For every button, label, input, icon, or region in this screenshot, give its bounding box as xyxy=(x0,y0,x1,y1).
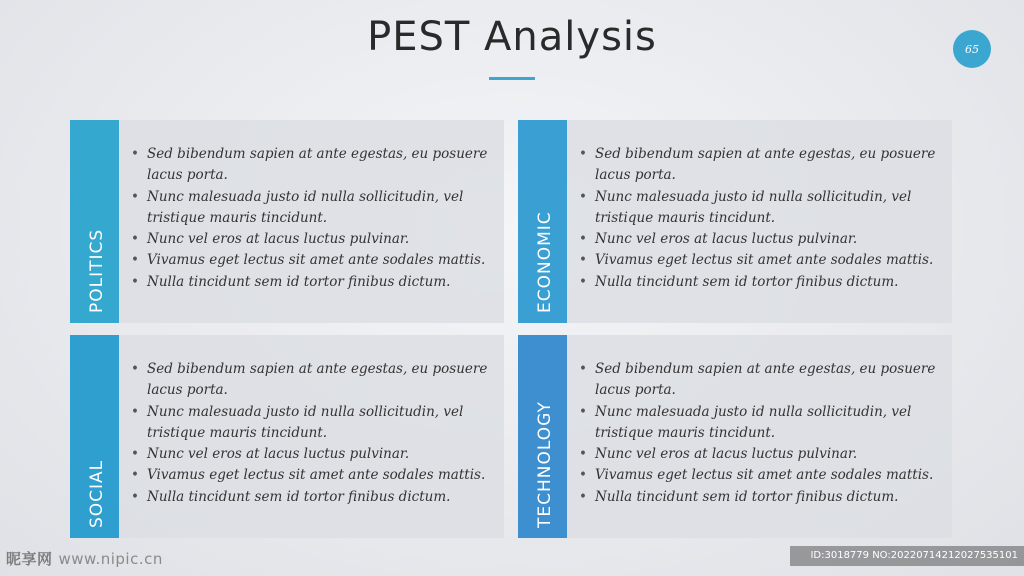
list-item: • Sed bibendum sapien at ante egestas, eu posuere lacus porta. xyxy=(147,144,490,187)
list-item: • Sed bibendum sapien at ante egestas, eu posuere lacus porta. xyxy=(595,144,938,187)
list-item: • Vivamus eget lectus sit amet ante sodales mattis. xyxy=(595,250,938,271)
politics-bullet-list xyxy=(129,144,490,293)
list-item: • Nulla tincidunt sem id tortor finibus dictum. xyxy=(595,487,938,508)
list-item: • Sed bibendum sapien at ante egestas, eu posuere lacus porta. xyxy=(147,359,490,402)
quadrant-economic xyxy=(518,120,952,323)
list-item: • Vivamus eget lectus sit amet ante sodales mattis. xyxy=(147,250,490,271)
list-item: • Vivamus eget lectus sit amet ante sodales mattis. xyxy=(147,465,490,486)
list-item: • Nunc malesuada justo id nulla sollicitudin, vel tristique mauris tincidunt. xyxy=(147,187,490,230)
economic-content xyxy=(567,120,952,323)
social-label-bar xyxy=(70,335,119,538)
politics-label: POLITICS xyxy=(86,228,107,313)
social-bullet-list xyxy=(129,359,490,508)
social-label: SOCIAL xyxy=(86,459,107,528)
slide-title: PEST Analysis xyxy=(367,14,657,60)
list-item: • Nunc vel eros at lacus luctus pulvinar. xyxy=(595,444,938,465)
economic-label: ECONOMIC xyxy=(534,211,555,313)
list-item: • Nulla tincidunt sem id tortor finibus dictum. xyxy=(147,487,490,508)
list-item: • Nunc malesuada justo id nulla sollicitudin, vel tristique mauris tincidunt. xyxy=(147,402,490,445)
list-item: • Nunc malesuada justo id nulla sollicitudin, vel tristique mauris tincidunt. xyxy=(595,402,938,445)
watermark-site: www.nipic.cn xyxy=(58,550,163,568)
politics-label-bar xyxy=(70,120,119,323)
list-item: • Nunc vel eros at lacus luctus pulvinar. xyxy=(147,444,490,465)
watermark-id-strip: ID:3018779 NO:20220714212027535101 xyxy=(790,546,1024,566)
quadrant-technology xyxy=(518,335,952,538)
list-item: • Nunc vel eros at lacus luctus pulvinar. xyxy=(595,229,938,250)
watermark-logo xyxy=(6,548,163,569)
list-item: • Nunc malesuada justo id nulla sollicitudin, vel tristique mauris tincidunt. xyxy=(595,187,938,230)
quadrant-politics xyxy=(70,120,504,323)
technology-bullet-list xyxy=(577,359,938,508)
technology-label-bar xyxy=(518,335,567,538)
page-number-badge: 65 xyxy=(953,30,991,68)
economic-bullet-list xyxy=(577,144,938,293)
social-content xyxy=(119,335,504,538)
list-item: • Sed bibendum sapien at ante egestas, eu posuere lacus porta. xyxy=(595,359,938,402)
list-item: • Vivamus eget lectus sit amet ante sodales mattis. xyxy=(595,465,938,486)
title-underline xyxy=(489,77,535,80)
technology-content xyxy=(567,335,952,538)
quadrant-social xyxy=(70,335,504,538)
watermark-brand: 昵享网 xyxy=(6,550,53,568)
politics-content xyxy=(119,120,504,323)
list-item: • Nulla tincidunt sem id tortor finibus dictum. xyxy=(147,272,490,293)
list-item: • Nulla tincidunt sem id tortor finibus dictum. xyxy=(595,272,938,293)
economic-label-bar xyxy=(518,120,567,323)
list-item: • Nunc vel eros at lacus luctus pulvinar. xyxy=(147,229,490,250)
technology-label: TECHNOLOGY xyxy=(534,401,555,528)
